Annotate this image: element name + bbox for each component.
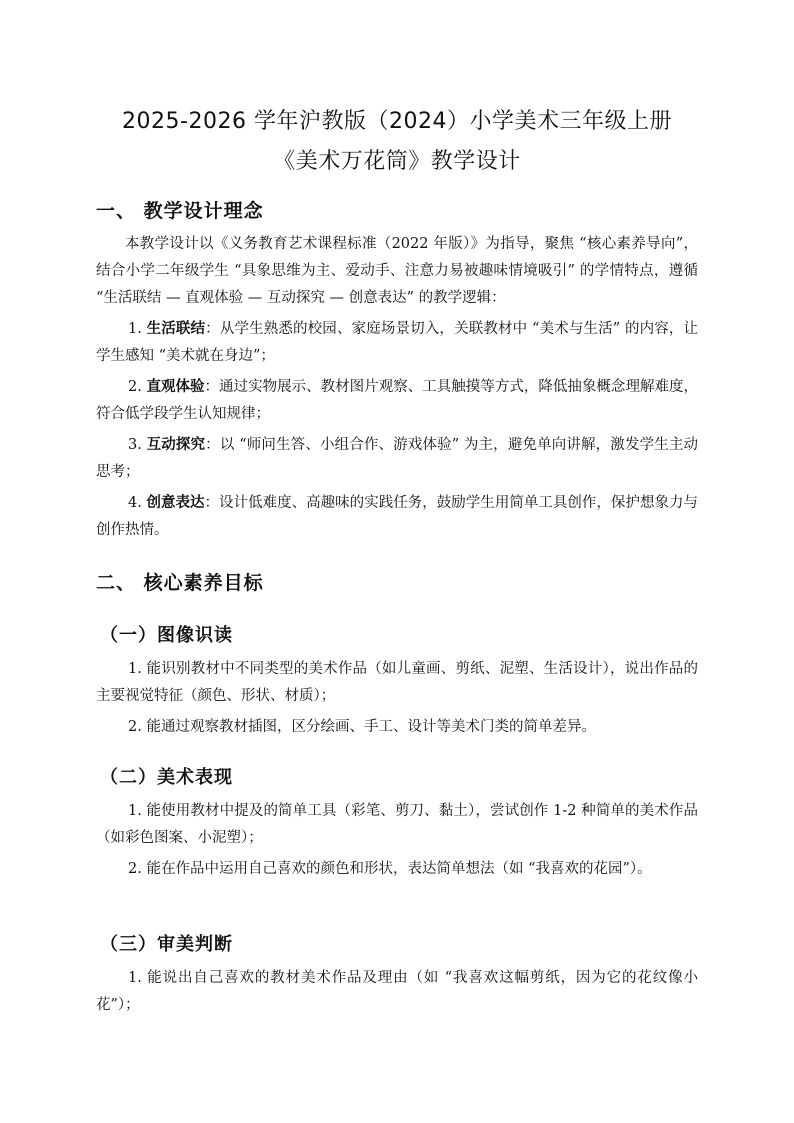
concept-point-label: 创意表达 xyxy=(146,495,205,511)
art-expression-item: 1. 能使用教材中提及的简单工具（彩笔、剪刀、黏土），尝试创作 1-2 种简单的美术作品（如彩色图案、小泥塑）； xyxy=(96,803,698,846)
section-heading-design-concept: 一、 教学设计理念 xyxy=(96,200,264,222)
concept-point-label: 生活联结 xyxy=(146,321,206,337)
image-reading-item: 1. 能识别教材中不同类型的美术作品（如儿童画、剪纸、泥塑、生活设计），说出作品的主要视觉特征（颜色、形状、材质）； xyxy=(96,661,698,704)
subsection-heading-art-expression: （二）美术表现 xyxy=(100,767,233,788)
concept-point-label: 直观体验 xyxy=(146,379,205,395)
concept-point-life-connection: 1. 生活联结：从学生熟悉的校园、家庭场景切入，关联教材中 “美术与生活” 的内容，让学生感知 “美术就在身边”； xyxy=(96,321,699,364)
art-expression-item: 2. 能在作品中运用自己喜欢的颜色和形状，表达简单想法（如 “我喜欢的花园”）。 xyxy=(128,861,652,877)
aesthetic-judgment-item: 1. 能说出自己喜欢的教材美术作品及理由（如 “我喜欢这幅剪纸，因为它的花纹像小花”）； xyxy=(96,970,698,1013)
concept-point-direct-experience: 2. 直观体验：通过实物展示、教材图片观察、工具触摸等方式，降低抽象概念理解难度，符合低学段学生认知规律； xyxy=(96,379,699,422)
design-concept-intro: 本教学设计以《义务教育艺术课程标准（2022 年版）》为指导，聚焦 “核心素养导向”，结合小学二年级学生 “具象思维为主、爱动手、注意力易被趣味情境吸引” 的学情特点，遵循 “生活联结 — 直观体验 — 互动探究 — 创意表达” 的教学逻辑： xyxy=(96,236,698,306)
concept-point-interactive-inquiry: 3. 互动探究：以 “师问生答、小组合作、游戏体验” 为主，避免单向讲解，激发学生主动思考； xyxy=(96,437,699,480)
subsection-heading-image-reading: （一）图像识读 xyxy=(100,625,233,646)
concept-point-creative-expression: 4. 创意表达：设计低难度、高趣味的实践任务，鼓励学生用简单工具创作，保护想象力与创作热情。 xyxy=(96,495,699,538)
section-heading-core-literacy: 二、 核心素养目标 xyxy=(96,572,264,594)
subsection-heading-aesthetic-judgment: （三）审美判断 xyxy=(100,934,233,955)
image-reading-item: 2. 能通过观察教材插图，区分绘画、手工、设计等美术门类的简单差异。 xyxy=(128,719,596,735)
document-title-line-1: 2025-2026 学年沪教版（2024）小学美术三年级上册 xyxy=(122,109,672,134)
document-title-line-2: 《美术万花筒》教学设计 xyxy=(273,149,521,174)
concept-point-label: 互动探究 xyxy=(146,437,206,453)
